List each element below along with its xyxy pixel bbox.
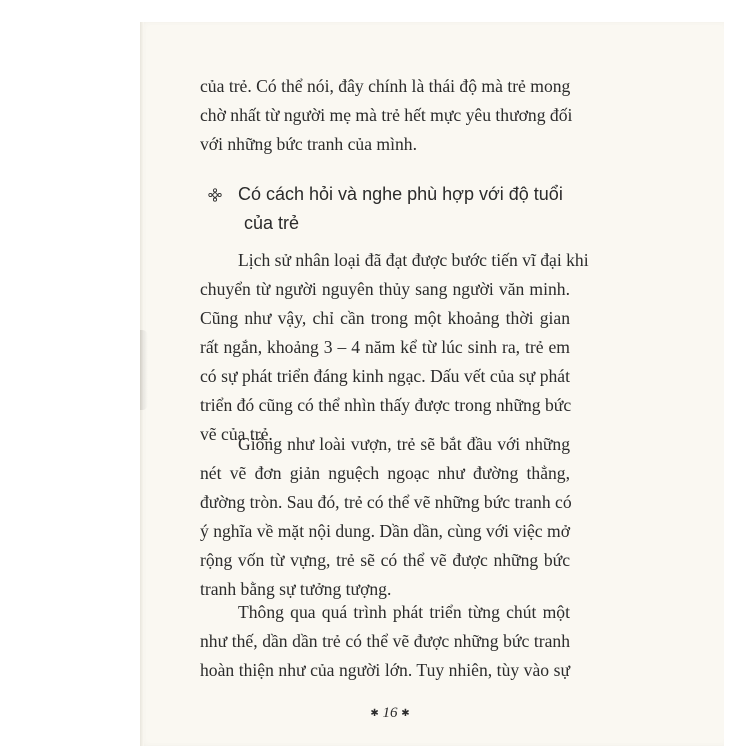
ornament-star-icon: ✱ [370, 708, 379, 720]
page-number-value: 16 [382, 705, 398, 721]
text-line: Cũng như vậy, chỉ cần trong một khoảng thời gian [200, 308, 570, 328]
text-line: có sự phát triển đáng kinh ngạc. Dấu vết của sự phát [200, 366, 570, 386]
section-heading-text-1: Có cách hỏi và nghe phù hợp với độ tuổi [238, 184, 563, 204]
text-line: nét vẽ đơn giản nguệch ngoạc như đường thẳng, [200, 463, 570, 483]
intro-paragraph [200, 72, 573, 159]
text-line: Giống như loài vượn, trẻ sẽ bắt đầu với những [238, 434, 570, 454]
page-fold-shadow [140, 330, 148, 410]
text-line: triển đó cũng có thể nhìn thấy được trong những bức [200, 395, 572, 415]
flower-bullet-icon [208, 188, 222, 202]
text-line: rộng vốn từ vựng, trẻ sẽ có thể vẽ được những bức [200, 550, 570, 570]
text-line: rất ngắn, khoảng 3 – 4 năm kể từ lúc sinh ra, trẻ em [200, 337, 570, 357]
text-line: của trẻ. Có thể nói, đây chính là thái độ mà trẻ mong [200, 76, 571, 96]
page-number [360, 705, 420, 722]
text-line: như thế, dần dần trẻ có thể vẽ được những bức tranh [200, 631, 570, 651]
paragraph-3 [200, 598, 570, 685]
section-heading-text-2: của trẻ [244, 213, 300, 233]
text-line: với những bức tranh của mình. [200, 134, 417, 154]
section-heading [208, 180, 588, 238]
text-line: Thông qua quá trình phát triển từng chút một [238, 602, 570, 622]
text-line: chuyển từ người nguyên thủy sang người văn minh. [200, 279, 570, 299]
text-line: đường tròn. Sau đó, trẻ có thể vẽ những bức tranh có [200, 492, 572, 512]
section-heading-line-1 [208, 180, 588, 209]
text-line: Lịch sử nhân loại đã đạt được bước tiến vĩ đại khi [238, 250, 589, 270]
text-line: chờ nhất từ người mẹ mà trẻ hết mực yêu thương đối [200, 105, 573, 125]
text-line: vẽ của trẻ. [200, 424, 273, 444]
ornament-star-icon: ✱ [401, 708, 410, 720]
text-line: tranh bằng sự tưởng tượng. [200, 579, 392, 599]
text-line: ý nghĩa về mặt nội dung. Dần dần, cùng với việc mở [200, 521, 570, 541]
paragraph-2 [200, 430, 570, 604]
paragraph-1 [200, 246, 589, 449]
text-line: hoàn thiện như của người lớn. Tuy nhiên, tùy vào sự [200, 660, 570, 680]
